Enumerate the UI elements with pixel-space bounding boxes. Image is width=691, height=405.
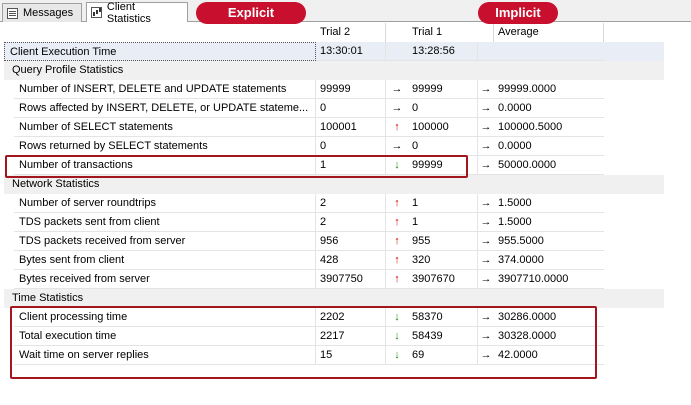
trend-arrow-same-icon: →: [478, 346, 494, 365]
statistic-label: Number of INSERT, DELETE and UPDATE statements: [14, 80, 316, 99]
average-value: 100000.5000: [494, 118, 604, 137]
client-execution-time-trial-2: 13:30:01: [316, 42, 386, 61]
client-execution-time-average: [494, 42, 604, 61]
trial-1-value: 100000: [408, 118, 478, 137]
trend-arrow-same-icon: →: [478, 137, 494, 156]
trial-1-value: 58439: [408, 327, 478, 346]
statistics-row[interactable]: [4, 80, 664, 99]
trend-arrow-same-icon: →: [478, 213, 494, 232]
statistic-label: Number of server roundtrips: [14, 194, 316, 213]
spacer-cell: [478, 42, 494, 61]
column-header-average[interactable]: Average: [494, 23, 604, 42]
trial-1-value: 3907670: [408, 270, 478, 289]
average-value: 1.5000: [494, 194, 604, 213]
statistic-label: TDS packets sent from client: [14, 213, 316, 232]
spacer-cell: [386, 42, 408, 61]
trial-2-value: 956: [316, 232, 386, 251]
statistics-row[interactable]: [4, 194, 664, 213]
statistics-row[interactable]: [4, 118, 664, 137]
trend-arrow-same-icon: →: [478, 327, 494, 346]
trend-arrow-same-icon: →: [478, 99, 494, 118]
statistic-label: Rows affected by INSERT, DELETE, or UPDATE stateme...: [14, 99, 316, 118]
trial-1-value: 0: [408, 137, 478, 156]
average-value: 0.0000: [494, 99, 604, 118]
trend-arrow-up-icon: ↑: [386, 118, 408, 137]
trend-arrow-up-icon: ↑: [386, 251, 408, 270]
trend-arrow-same-icon: →: [386, 99, 408, 118]
trend-arrow-same-icon: →: [478, 308, 494, 327]
trend-arrow-up-icon: ↑: [386, 232, 408, 251]
average-value: 30286.0000: [494, 308, 604, 327]
transactions-highlight-box: [5, 155, 468, 178]
statistics-row[interactable]: [4, 99, 664, 118]
trial-1-value: 1: [408, 194, 478, 213]
statistics-row[interactable]: [4, 213, 664, 232]
section-title: Network Statistics: [12, 178, 100, 190]
trial-1-value: 58370: [408, 308, 478, 327]
average-value: 0.0000: [494, 137, 604, 156]
trial-1-value: 955: [408, 232, 478, 251]
trial-2-value: 2: [316, 194, 386, 213]
trend-arrow-same-icon: →: [478, 156, 494, 175]
statistics-row[interactable]: [4, 251, 664, 270]
trial-1-value: 0: [408, 99, 478, 118]
statistic-label: Bytes sent from client: [14, 251, 316, 270]
trial-2-value: 3907750: [316, 270, 386, 289]
trend-arrow-up-icon: ↑: [386, 270, 408, 289]
column-header-trial-2[interactable]: Trial 2: [316, 23, 386, 42]
trend-arrow-up-icon: ↑: [386, 213, 408, 232]
trend-arrow-same-icon: →: [478, 251, 494, 270]
trial-2-value: 0: [316, 99, 386, 118]
statistics-row[interactable]: [4, 232, 664, 251]
trial-1-value: 1: [408, 213, 478, 232]
trial-2-value: 99999: [316, 80, 386, 99]
column-header-trial-1[interactable]: Trial 1: [408, 23, 494, 42]
tab-client-statistics-label: Client Statistics: [106, 0, 151, 25]
results-tab-bar: [0, 0, 691, 25]
client-execution-time-row[interactable]: [4, 42, 664, 61]
statistic-label: Rows returned by SELECT statements: [14, 137, 316, 156]
trial-1-value: 99999: [408, 80, 478, 99]
trend-arrow-same-icon: →: [478, 270, 494, 289]
average-value: 42.0000: [494, 346, 604, 365]
explicit-callout: Explicit: [196, 2, 306, 24]
average-value: 99999.0000: [494, 80, 604, 99]
average-value: 955.5000: [494, 232, 604, 251]
section-title: Query Profile Statistics: [12, 64, 124, 76]
average-value: 50000.0000: [494, 156, 604, 175]
implicit-callout: Implicit: [478, 2, 558, 24]
average-value: 1.5000: [494, 213, 604, 232]
trial-1-value: 99999: [408, 156, 478, 175]
section-header-row[interactable]: [4, 61, 664, 80]
client-execution-time-label: Client Execution Time: [4, 42, 316, 61]
statistic-label: Total execution time: [14, 327, 316, 346]
statistics-row[interactable]: [4, 137, 664, 156]
messages-icon: [7, 8, 18, 19]
trial-2-value: 428: [316, 251, 386, 270]
average-value: 374.0000: [494, 251, 604, 270]
statistic-label: Bytes received from server: [14, 270, 316, 289]
trend-arrow-down-icon: ↓: [386, 308, 408, 327]
average-value: 3907710.0000: [494, 270, 604, 289]
trend-arrow-same-icon: →: [478, 80, 494, 99]
trend-arrow-up-icon: ↑: [386, 194, 408, 213]
trend-arrow-same-icon: →: [478, 232, 494, 251]
average-value: 30328.0000: [494, 327, 604, 346]
trial-1-value: 69: [408, 346, 478, 365]
trial-2-value: 2217: [316, 327, 386, 346]
trial-2-value: 2: [316, 213, 386, 232]
client-execution-time-trial-1: 13:28:56: [408, 42, 478, 61]
grid-header-row: [4, 23, 664, 42]
statistics-icon: [91, 7, 102, 18]
statistic-label: Number of transactions: [14, 156, 316, 175]
trial-2-value: 15: [316, 346, 386, 365]
time-statistics-highlight-box: [10, 306, 597, 379]
trend-arrow-down-icon: ↓: [386, 156, 408, 175]
statistic-label: Number of SELECT statements: [14, 118, 316, 137]
trend-arrow-down-icon: ↓: [386, 327, 408, 346]
section-title: Time Statistics: [12, 292, 84, 304]
trend-arrow-same-icon: →: [386, 137, 408, 156]
trial-1-value: 320: [408, 251, 478, 270]
trend-arrow-same-icon: →: [478, 194, 494, 213]
trend-arrow-down-icon: ↓: [386, 346, 408, 365]
trend-arrow-same-icon: →: [478, 118, 494, 137]
trend-arrow-same-icon: →: [386, 80, 408, 99]
tab-messages-label: Messages: [23, 7, 74, 19]
statistic-label: Client processing time: [14, 308, 316, 327]
statistics-row[interactable]: [4, 270, 664, 289]
statistic-label: TDS packets received from server: [14, 232, 316, 251]
tab-messages[interactable]: [2, 3, 82, 22]
trial-2-value: 100001: [316, 118, 386, 137]
tab-client-statistics[interactable]: [86, 0, 188, 25]
trial-2-value: 0: [316, 137, 386, 156]
trial-2-value: 2202: [316, 308, 386, 327]
trial-2-value: 1: [316, 156, 386, 175]
statistic-label: Wait time on server replies: [14, 346, 316, 365]
